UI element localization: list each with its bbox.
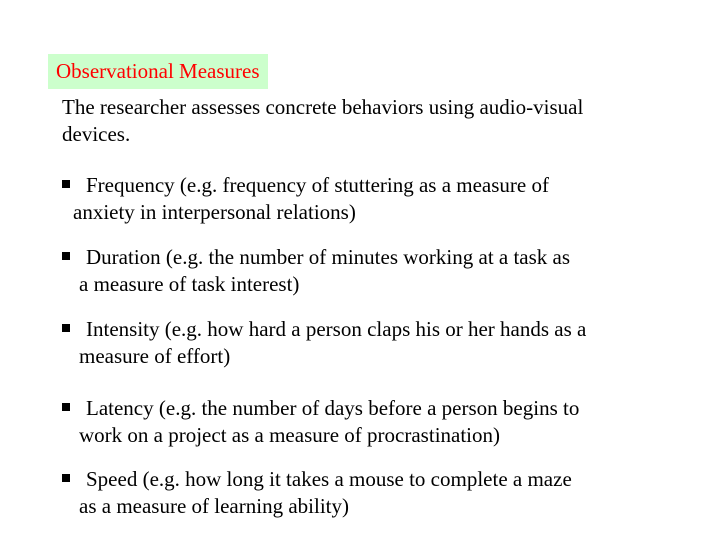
bullet-continuation: anxiety in interpersonal relations) [73, 200, 356, 224]
bullet-latency [62, 395, 702, 449]
bullet-text: Speed (e.g. how long it takes a mouse to complete a maze [86, 467, 572, 491]
bullet-text: Intensity (e.g. how hard a person claps his or her hands as a [86, 317, 587, 341]
intro-line: The researcher assesses concrete behaviors using audio-visual [62, 95, 584, 119]
bullet-intensity [62, 316, 702, 370]
bullet-square-icon [62, 403, 70, 411]
bullet-frequency [62, 172, 702, 226]
bullet-square-icon [62, 252, 70, 260]
bullet-line [62, 244, 702, 271]
intro-paragraph [62, 94, 702, 148]
intro-line: devices. [62, 122, 131, 146]
bullet-square-icon [62, 324, 70, 332]
bullet-line [62, 316, 702, 343]
bullet-continuation: a measure of task interest) [79, 272, 300, 296]
bullet-square-icon [62, 474, 70, 482]
bullet-line [62, 395, 702, 422]
bullet-text: Frequency (e.g. frequency of stuttering as a measure of [86, 173, 549, 197]
bullet-continuation: work on a project as a measure of procrastination) [79, 423, 501, 447]
slide-title: Observational Measures [48, 54, 268, 89]
bullet-line [62, 466, 702, 493]
bullet-continuation: as a measure of learning ability) [79, 494, 349, 518]
bullet-text: Duration (e.g. the number of minutes working at a task as [86, 245, 571, 269]
bullet-speed [62, 466, 702, 520]
bullet-continuation: measure of effort) [79, 344, 231, 368]
bullet-text: Latency (e.g. the number of days before a person begins to [86, 396, 580, 420]
bullet-duration [62, 244, 702, 298]
bullet-line [62, 172, 702, 199]
bullet-square-icon [62, 180, 70, 188]
